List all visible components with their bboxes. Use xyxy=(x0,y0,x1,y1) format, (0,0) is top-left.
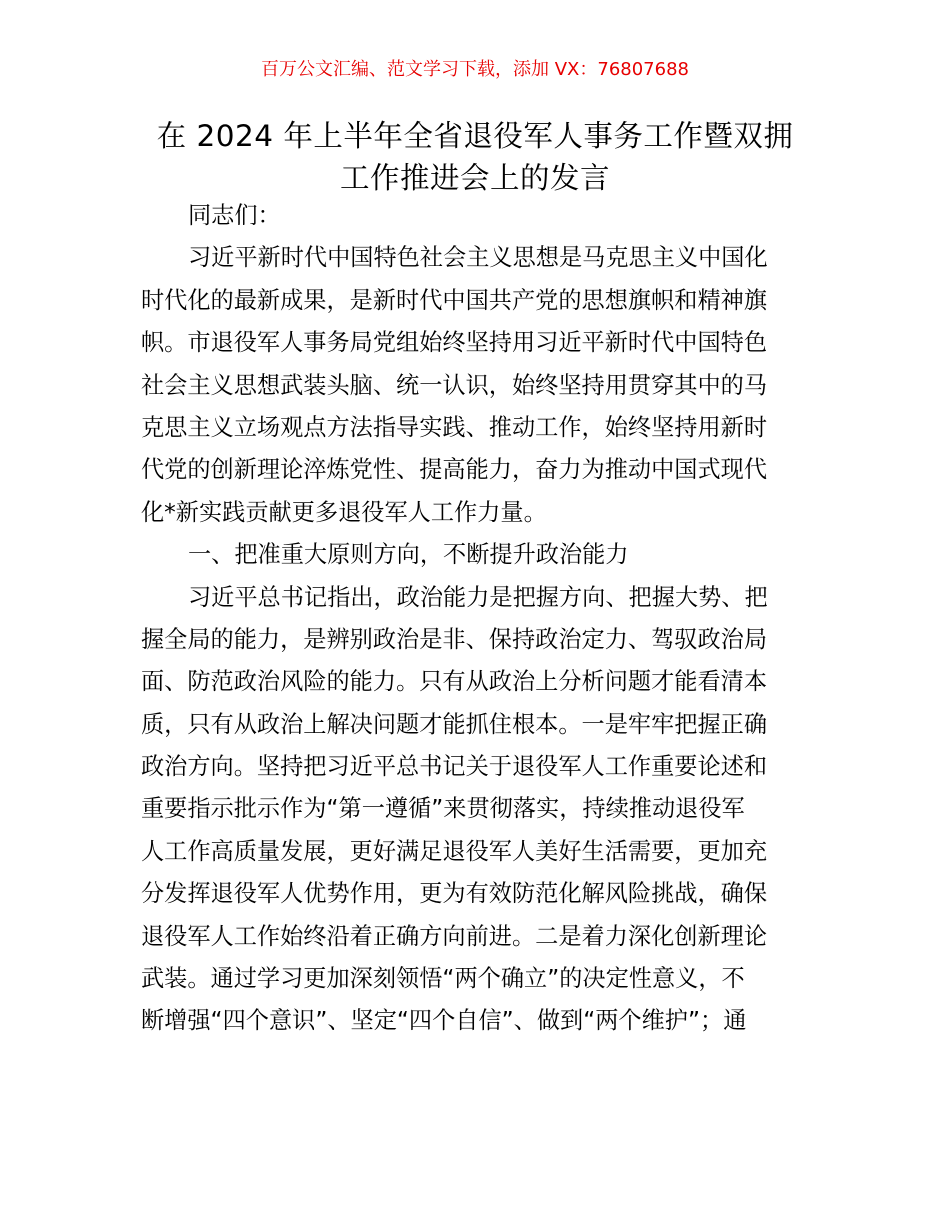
paragraph-line: 克思主义立场观点方法指导实践、推动工作，始终坚持用新时 xyxy=(141,413,768,441)
paragraph-line: 分发挥退役军人优势作用，更为有效防范化解风险挑战，确保 xyxy=(141,880,768,908)
paragraph-2 xyxy=(141,577,811,1043)
paragraph-line: 社会主义思想武装头脑、统一认识，始终坚持用贯穿其中的马 xyxy=(141,371,768,399)
paragraph-line: 化*新实践贡献更多退役军人工作力量。 xyxy=(141,498,547,526)
section-heading-1: 一、把准重大原则方向，不断提升政治能力 xyxy=(188,541,629,569)
paragraph-line: 人工作高质量发展，更好满足退役军人美好生活需要，更加充 xyxy=(141,837,768,865)
paragraph-line: 重要指示批示作为“第一遵循”来贯彻落实，持续推动退役军 xyxy=(141,795,745,823)
paragraph-line: 握全局的能力，是辨别政治是非、保持政治定力、驾驭政治局 xyxy=(141,625,768,653)
paragraph-line: 习近平新时代中国特色社会主义思想是马克思主义中国化 xyxy=(188,244,768,272)
title-line: 工作推进会上的发言 xyxy=(339,161,610,196)
paragraph-line: 武装。通过学习更加深刻领悟“两个确立”的决定性意义，不 xyxy=(141,965,745,993)
paragraph-line: 帜。市退役军人事务局党组始终坚持用习近平新时代中国特色 xyxy=(141,329,768,357)
paragraph-line: 代党的创新理论淬炼党性、提高能力，奋力为推动中国式现代 xyxy=(141,456,768,484)
paragraph-line: 面、防范政治风险的能力。只有从政治上分析问题才能看清本 xyxy=(141,668,768,696)
paragraph-1 xyxy=(141,237,811,534)
document-title xyxy=(130,114,820,199)
document-body xyxy=(141,195,811,1043)
title-line: 在 2024 年上半年全省退役军人事务工作暨双拥 xyxy=(156,119,794,153)
paragraph-line: 政治方向。坚持把习近平总书记关于退役军人工作重要论述和 xyxy=(141,753,768,781)
paragraph-line: 时代化的最新成果，是新时代中国共产党的思想旗帜和精神旗 xyxy=(141,286,768,314)
header-watermark-note: 百万公文汇编、范文学习下载，添加 VX：76807688 xyxy=(261,59,689,80)
paragraph-line: 习近平总书记指出，政治能力是把握方向、把握大势、把 xyxy=(188,583,768,611)
paragraph-line: 退役军人工作始终沿着正确方向前进。二是着力深化创新理论 xyxy=(141,922,768,950)
paragraph-line: 质，只有从政治上解决问题才能抓住根本。一是牢牢把握正确 xyxy=(141,710,768,738)
paragraph-line: 断增强“四个意识”、坚定“四个自信”、做到“两个维护”；通 xyxy=(141,1007,747,1035)
salutation: 同志们： xyxy=(188,202,281,229)
